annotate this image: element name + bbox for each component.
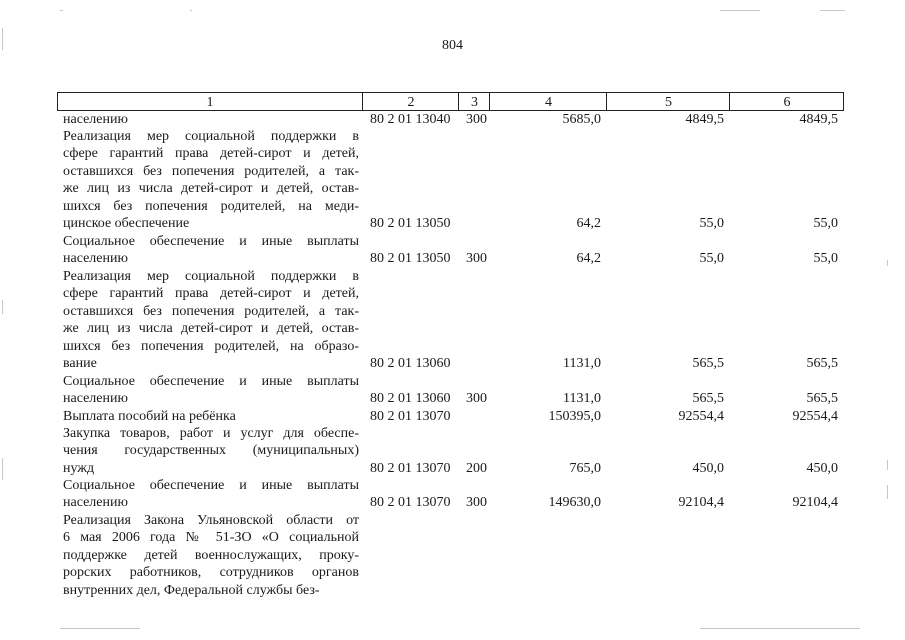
row-name-line: населению: [63, 391, 128, 407]
header-col-1: 1: [206, 95, 214, 110]
row-name: [63, 477, 359, 512]
row-code: 80 2 01 13050: [370, 216, 451, 231]
row-name-line: Реализация мер социальной поддержки в: [63, 129, 359, 144]
row-name-line: Выплата пособий на ребёнка: [63, 409, 236, 424]
row-code: 80 2 01 13050: [370, 251, 451, 267]
row-name: [63, 512, 359, 599]
row-name: [63, 128, 359, 232]
row-name-line: сфере гарантий права детей-сирот и детей,: [63, 286, 359, 302]
table-header: [57, 92, 844, 111]
row-code: 80 2 01 13060: [370, 391, 451, 407]
row-name-line: шихся без попечения родителей, на меди-: [63, 198, 359, 214]
row-value-1: 149630,0: [548, 495, 601, 511]
row-name: [63, 233, 359, 268]
row-vr: 200: [466, 460, 487, 476]
row-name-line: вание: [63, 356, 97, 372]
row-vr: 300: [466, 391, 487, 407]
row-code: 80 2 01 13070: [370, 460, 451, 476]
row-name: [63, 408, 359, 425]
row-value-2: 55,0: [699, 216, 724, 231]
row-name: [63, 111, 359, 128]
row-name-line: Закупка товаров, работ и услуг для обеспе-: [63, 426, 359, 441]
row-name-line: Реализация мер социальной поддержки в: [63, 269, 359, 284]
row-value-3: 565,5: [806, 391, 838, 407]
row-name-line: поддержке детей военнослужащих, проку-: [63, 547, 359, 563]
row-name: [63, 425, 359, 477]
row-value-1: 765,0: [569, 460, 601, 476]
row-value-1: 1131,0: [563, 391, 601, 407]
row-vr: 300: [466, 112, 487, 127]
row-value-3: 55,0: [813, 216, 838, 231]
row-value-2: 92554,4: [678, 409, 724, 424]
row-value-3: 4849,5: [799, 112, 838, 127]
row-code: 80 2 01 13070: [370, 409, 451, 424]
row-value-2: 450,0: [692, 460, 724, 476]
row-name-line: 6 мая 2006 года № 51-ЗО «О социальной: [63, 530, 359, 546]
row-name-line: оставшихся без попечения родителей, а так-: [63, 163, 359, 179]
header-col-4: 4: [489, 93, 607, 110]
row-name-line: населению: [63, 112, 128, 127]
row-name-line: же лиц из числа детей-сирот и детей, остав-: [63, 181, 359, 197]
row-name-line: чения государственных (муниципальных): [63, 443, 359, 459]
row-value-2: 4849,5: [685, 112, 724, 127]
row-code: 80 2 01 13040: [370, 112, 451, 127]
row-vr: 300: [466, 251, 487, 267]
row-name-line: внутренних дел, Федеральной службы без-: [63, 582, 320, 598]
row-value-2: 55,0: [699, 251, 724, 267]
row-name: [63, 268, 359, 372]
row-name-line: Реализация Закона Ульяновской области от: [63, 513, 359, 528]
row-name-line: Социальное обеспечение и иные выплаты: [63, 478, 359, 493]
row-value-1: 64,2: [576, 216, 601, 231]
row-value-3: 565,5: [806, 356, 838, 371]
row-value-3: 92554,4: [792, 409, 838, 424]
row-name-line: цинское обеспечение: [63, 216, 190, 232]
row-value-1: 64,2: [576, 251, 601, 267]
row-vr: 300: [466, 495, 487, 511]
row-name-line: Социальное обеспечение и иные выплаты: [63, 234, 359, 249]
header-col-2: 2: [362, 93, 459, 110]
row-name-line: оставшихся без попечения родителей, а так-: [63, 303, 359, 319]
header-col-3: 3: [458, 93, 490, 110]
row-value-1: 150395,0: [548, 409, 601, 424]
header-col-5: 5: [606, 93, 730, 110]
row-name-line: шихся без попечения родителей, на образо-: [63, 338, 359, 354]
row-value-1: 5685,0: [562, 112, 601, 127]
row-value-2: 565,5: [692, 391, 724, 407]
row-name-line: сфере гарантий права детей-сирот и детей,: [63, 146, 359, 162]
row-name-line: населению: [63, 251, 128, 267]
row-name-line: нужд: [63, 460, 95, 476]
row-value-3: 92104,4: [792, 495, 838, 511]
row-code: 80 2 01 13070: [370, 495, 451, 511]
row-value-3: 55,0: [813, 251, 838, 267]
row-name-line: Социальное обеспечение и иные выплаты: [63, 374, 359, 389]
row-value-2: 565,5: [692, 356, 724, 371]
header-col-6: 6: [729, 93, 844, 110]
row-value-1: 1131,0: [563, 356, 601, 371]
row-value-3: 450,0: [806, 460, 838, 476]
row-name-line: же лиц из числа детей-сирот и детей, остав-: [63, 321, 359, 337]
row-value-2: 92104,4: [678, 495, 724, 511]
page-number: 804: [442, 38, 463, 53]
row-name: [63, 373, 359, 408]
row-name-line: населению: [63, 495, 128, 511]
row-code: 80 2 01 13060: [370, 356, 451, 371]
row-name-line: рорских работников, сотрудников органов: [63, 565, 359, 581]
